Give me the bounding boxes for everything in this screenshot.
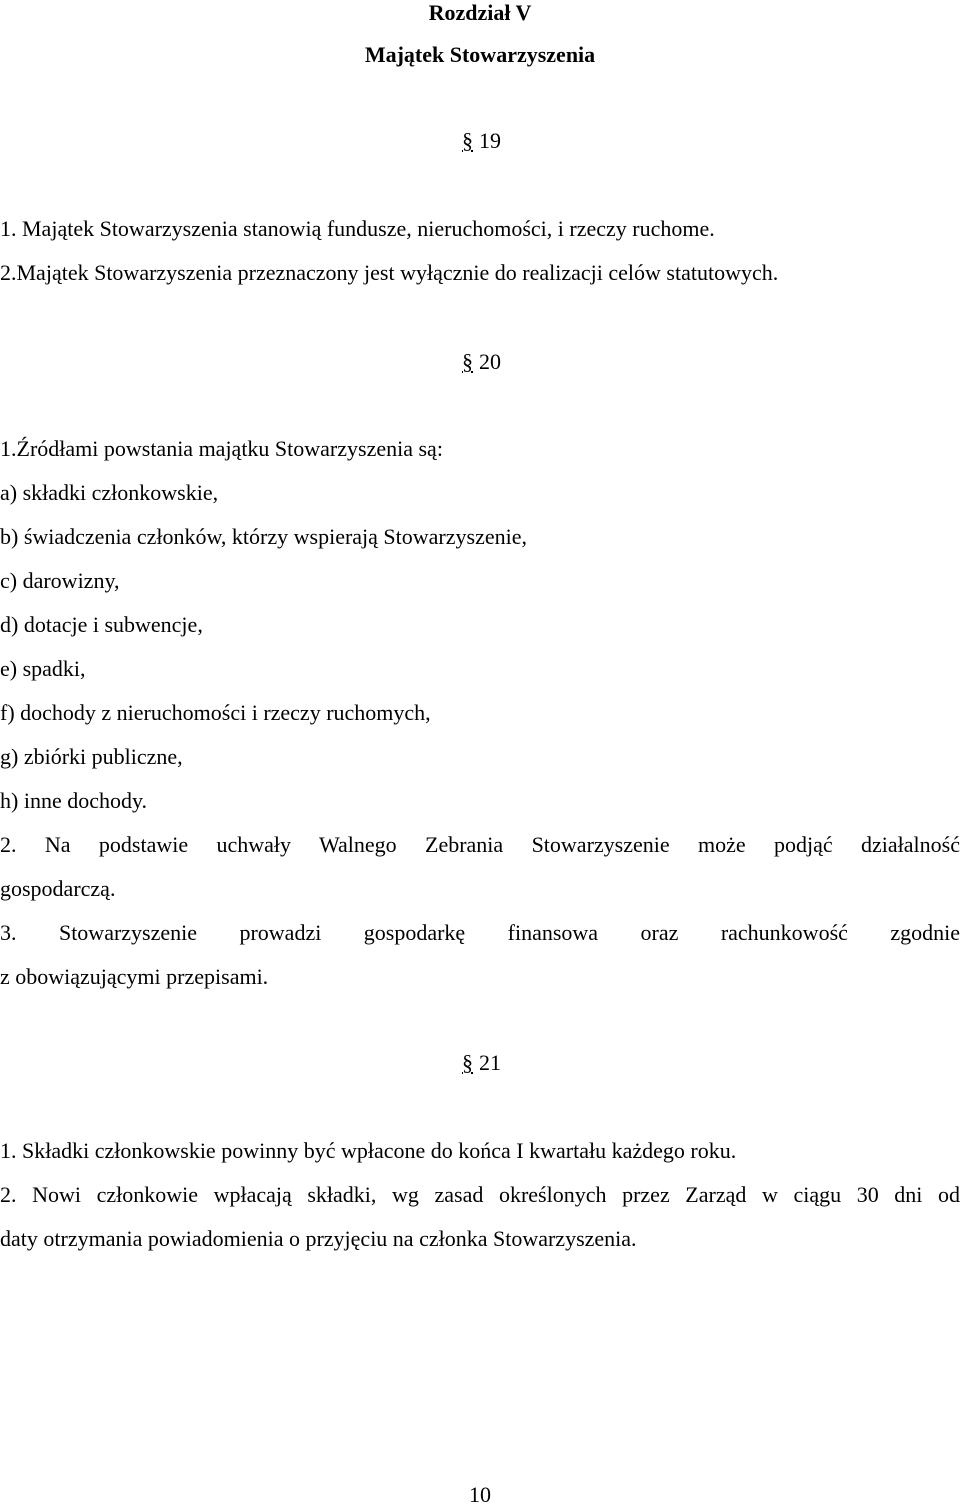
paragraph-sign-icon: § [462, 1050, 473, 1075]
paragraph-line: 2. Nowi członkowie wpłacają składki, wg zasad określonych przez Zarząd w ciągu 30 dni od [0, 1182, 960, 1207]
list-item: f) dochody z nieruchomości i rzeczy ruchomych, [0, 700, 431, 725]
paragraph-line: daty otrzymania powiadomienia o przyjęciu na członka Stowarzyszenia. [0, 1226, 637, 1251]
paragraph-line: gospodarczą. [0, 876, 116, 901]
list-item: e) spadki, [0, 656, 86, 681]
paragraph-sign-icon: § [462, 349, 473, 374]
list-item: g) zbiórki publiczne, [0, 744, 183, 769]
chapter-subtitle: Majątek Stowarzyszenia [364, 42, 596, 67]
section-heading-21 [462, 1050, 501, 1076]
page-number: 10 [469, 1482, 491, 1507]
paragraph-line: z obowiązującymi przepisami. [0, 964, 269, 989]
list-item: a) składki członkowskie, [0, 480, 219, 505]
list-item: h) inne dochody. [0, 788, 148, 813]
paragraph-line: 3. Stowarzyszenie prowadzi gospodarkę finansowa oraz rachunkowość zgodnie [0, 920, 960, 945]
list-item: b) świadczenia członków, którzy wspierają Stowarzyszenie, [0, 524, 527, 549]
chapter-title: Rozdział V [428, 0, 532, 25]
section-heading-19 [462, 128, 501, 154]
section-number: 20 [479, 349, 501, 374]
section-heading-20 [462, 349, 501, 375]
paragraph-line: 2.Majątek Stowarzyszenia przeznaczony jest wyłącznie do realizacji celów statutowych. [0, 260, 779, 285]
list-item: d) dotacje i subwencje, [0, 612, 203, 637]
paragraph-line: 1.Źródłami powstania majątku Stowarzyszenia są: [0, 436, 443, 461]
paragraph-line: 2. Na podstawie uchwały Walnego Zebrania Stowarzyszenie może podjąć działalność [0, 832, 960, 857]
paragraph-line: 1. Majątek Stowarzyszenia stanowią fundusze, nieruchomości, i rzeczy ruchome. [0, 216, 715, 241]
list-item: c) darowizny, [0, 568, 120, 593]
paragraph-line: 1. Składki członkowskie powinny być wpłacone do końca I kwartału każdego roku. [0, 1138, 737, 1163]
section-number: 19 [479, 128, 501, 153]
section-number: 21 [479, 1050, 501, 1075]
paragraph-sign-icon: § [462, 128, 473, 153]
